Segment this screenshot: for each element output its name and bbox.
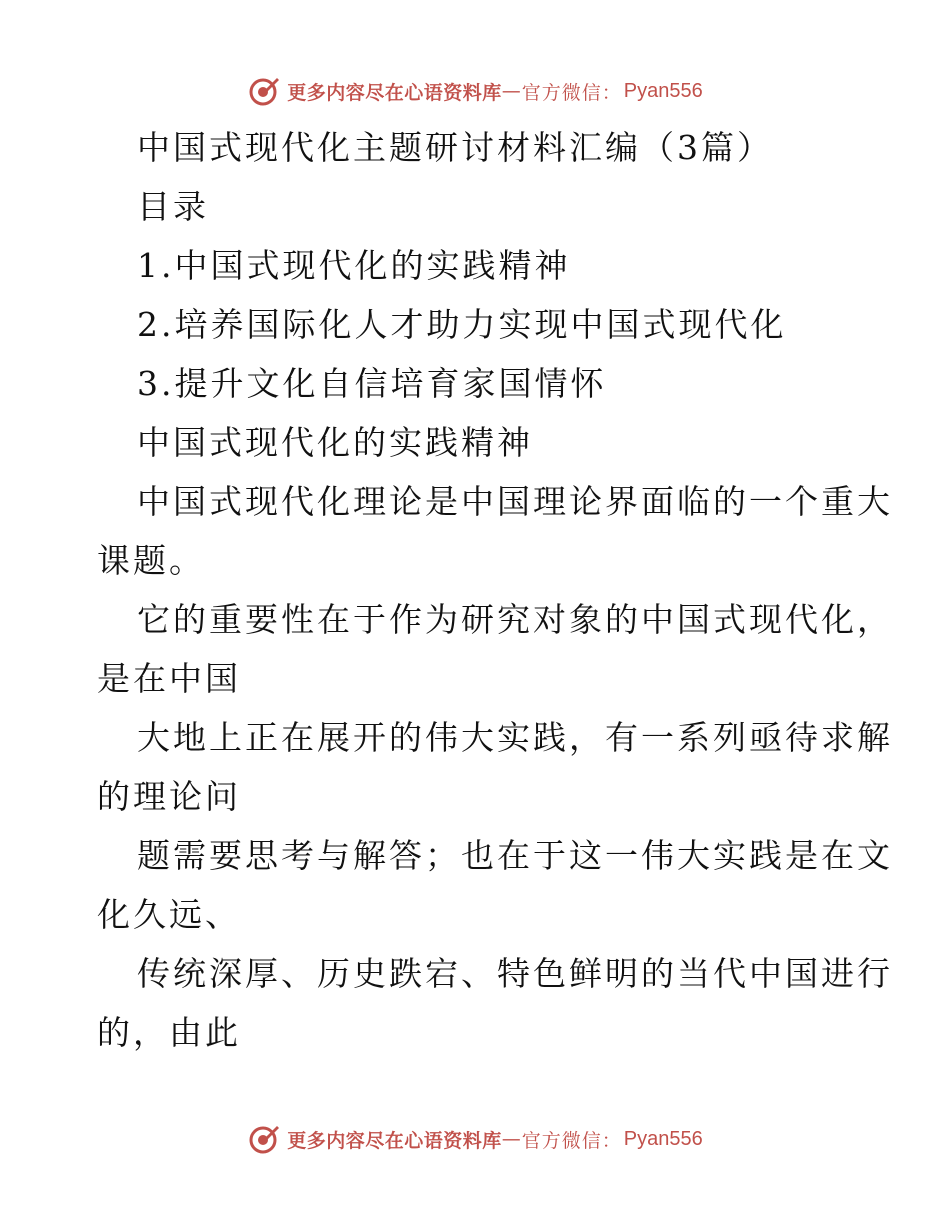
text-line: 大地上正在展开的伟大实践，有一系列亟待求解 <box>137 718 893 757</box>
watermark-label: 官方微信： <box>521 81 622 104</box>
pen-logo-icon <box>247 1122 281 1156</box>
footer-watermark <box>0 1119 950 1159</box>
text-line: 的理论问 <box>97 777 241 816</box>
text-line: 中国式现代化主题研讨材料汇编（3篇） <box>137 128 773 167</box>
text-line: 题需要思考与解答；也在于这一伟大实践是在文 <box>137 836 893 875</box>
pen-logo-icon <box>247 74 281 108</box>
text-line: 2.培养国际化人才助力实现中国式现代化 <box>137 305 787 344</box>
header-watermark <box>0 71 950 111</box>
text-line: 中国式现代化的实践精神 <box>137 423 533 462</box>
watermark-dash: — <box>501 1128 522 1150</box>
text-line: 化久远、 <box>97 895 241 934</box>
watermark-dash: — <box>501 80 522 102</box>
text-line: 目录 <box>137 187 209 226</box>
document-body <box>97 118 893 1062</box>
watermark-label: 官方微信： <box>521 1129 622 1152</box>
text-line: 的，由此 <box>97 1013 241 1052</box>
watermark-wechat-id: Pyan556 <box>623 79 703 102</box>
text-line: 课题。 <box>97 541 205 580</box>
text-line: 是在中国 <box>97 659 241 698</box>
text-line: 传统深厚、历史跌宕、特色鲜明的当代中国进行 <box>137 954 893 993</box>
watermark-brand: 更多内容尽在心语资料库 <box>287 1129 502 1152</box>
text-line: 3.提升文化自信培育家国情怀 <box>137 364 607 403</box>
text-line: 中国式现代化理论是中国理论界面临的一个重大 <box>137 482 893 521</box>
text-line: 1.中国式现代化的实践精神 <box>137 246 571 285</box>
watermark-wechat-id: Pyan556 <box>623 1127 703 1150</box>
watermark-brand: 更多内容尽在心语资料库 <box>287 81 502 104</box>
text-line: 它的重要性在于作为研究对象的中国式现代化， <box>137 600 893 639</box>
